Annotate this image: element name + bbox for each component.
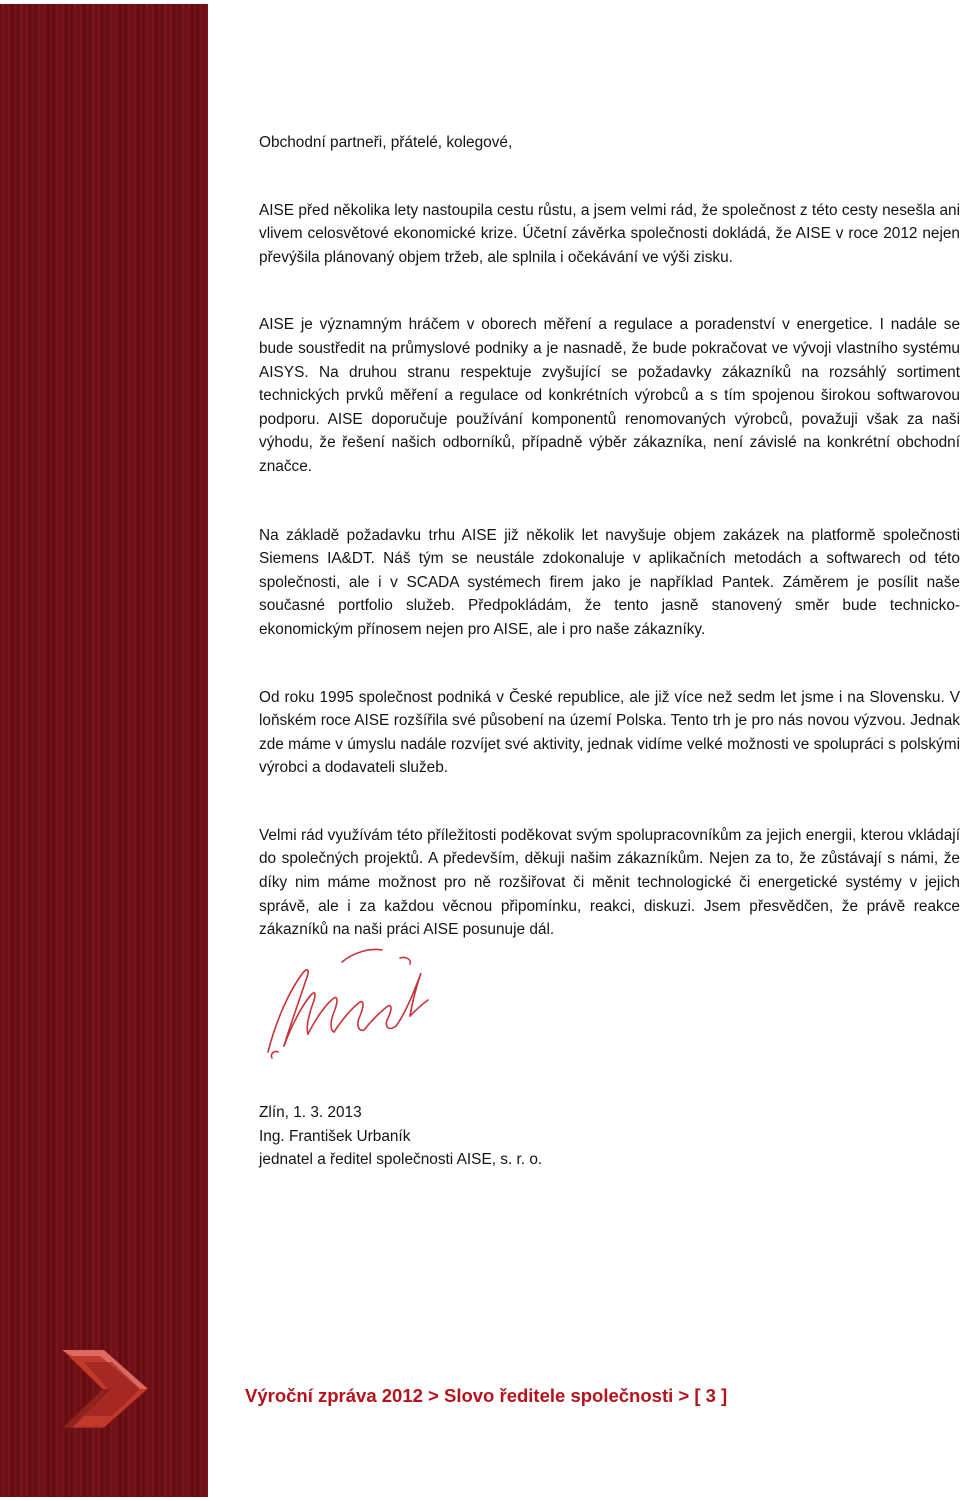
paragraph: Od roku 1995 společnost podniká v České republice, ale již více než sedm let jsme i na Slovensku. V loňském roce AISE rozšířila své působení na území Polska. Tento trh je pro nás novou výzvou. Jednak zde máme v úmyslu nadále rozvíjet své aktivity, jednak vidíme velké možnosti ve spolupráci s polskými výrobci a dodavateli služeb. xyxy=(259,688,960,777)
place-date: Zlín, 1. 3. 2013 xyxy=(259,1104,362,1121)
signatory-title: jednatel a ředitel společnosti AISE, s. r. o. xyxy=(259,1151,543,1169)
paragraph: Velmi rád využívám této příležitosti poděkovat svým spolupracovníkům za jejich energii, kterou vkládají do společných projektů. A především, děkuji našim zákazníkům. Nejen za to, že zůstávají s námi, že díky nim máme možnost pro ně rozšiřovat či měnit technologické či energetické systémy v jejich správě, ale i za každou věcnou připomínku, reakci, diskuzi. Jsem přesvědčen, že právě reakce zákazníků na naši práci AISE posunuje dál. xyxy=(259,826,960,939)
paragraph: AISE je významným hráčem v oborech měření a regulace a poradenství v energetice. I nadále se bude soustředit na průmyslové podniky a je nasnadě, že bude pokračovat ve vývoji vlastního systému AISYS. Na druhou stranu respektuje zvyšující se požadavky zákazníků na rozsáhlý sortiment technických prvků měření a regulace od konkrétních výrobců a s tím spojenou širokou softwarovou podporu. AISE doporučuje používání komponentů renomovaných výrobců, považuji však za naši výhodu, že řešení našich odborníků, případně výběr zákazníka, není závislé na konkrétní obchodní značce. xyxy=(259,316,960,475)
paragraph: AISE před několika lety nastoupila cestu růstu, a jsem velmi rád, že společnost z této cesty nesešla ani vlivem celosvětové ekonomické krize. Účetní závěrka společnosti dokládá, že AISE v roce 2012 nejen převýšila plánovaný objem tržeb, ale splnila i očekávání ve výši zisku. xyxy=(259,201,960,266)
arrow-chevron-icon xyxy=(56,1348,156,1430)
letter-body xyxy=(259,131,960,942)
handwritten-signature xyxy=(250,940,450,1065)
salutation: Obchodní partneři, přátelé, kolegové, xyxy=(259,134,513,151)
decorative-side-band xyxy=(0,4,208,1497)
paragraph: Na základě požadavku trhu AISE již několik let navyšuje objem zakázek na platformě společnosti Siemens IA&DT. Náš tým se neustále zdokonaluje v aplikačních metodách a softwarech od této společnosti, ale i v SCADA systémech firem jako je například Pantek. Záměrem je posílit naše současné portfolio služeb. Předpokládám, že tento jasně stanovený směr bude technicko-ekonomickým přínosem nejen pro AISE, ale i pro naše zákazníky. xyxy=(259,526,960,638)
footer-title: Výroční zpráva 2012 > Slovo ředitele společnosti > [ 3 ] xyxy=(245,1385,728,1406)
letter-closing xyxy=(259,1101,759,1172)
signatory-name: Ing. František Urbaník xyxy=(259,1127,411,1145)
